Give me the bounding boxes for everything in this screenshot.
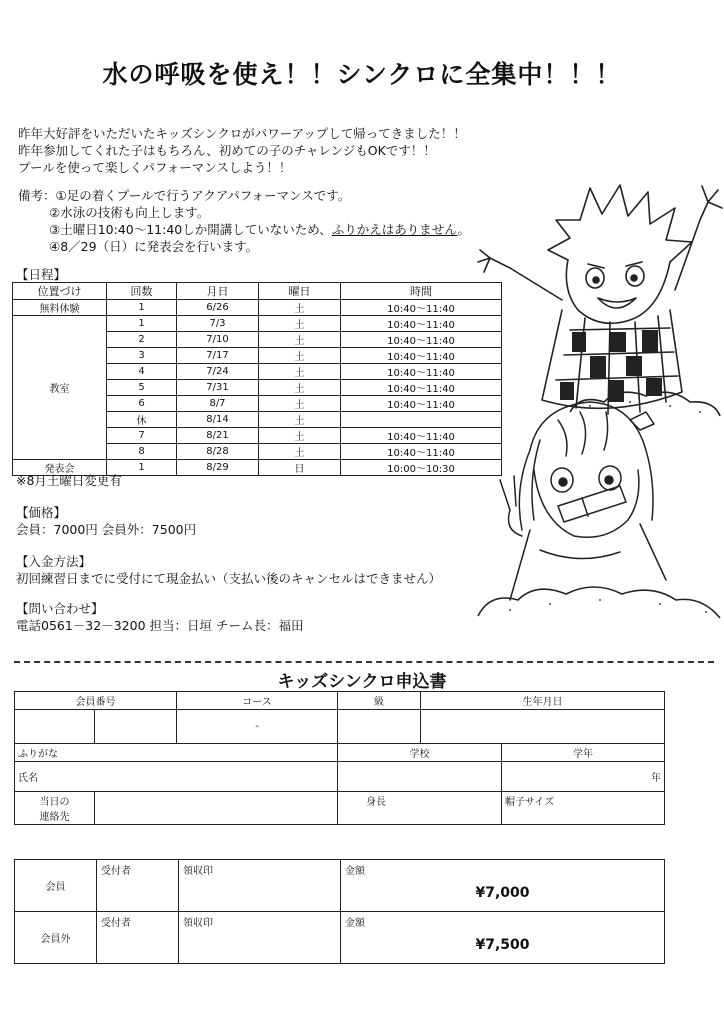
cell-count: 3 [107, 348, 177, 364]
cell-day: 日 [259, 460, 341, 476]
cell-count: 1 [107, 300, 177, 316]
cell-date: 7/31 [177, 380, 259, 396]
cell-time: 10:40～11:40 [341, 380, 502, 396]
school-label: 学校 [338, 744, 502, 762]
day-contact-label [15, 792, 95, 825]
amount-value: ¥7,000 [475, 885, 530, 901]
col-header: 月日 [177, 283, 259, 300]
cell-count: 4 [107, 364, 177, 380]
note-4: ④8／29（日）に発表会を行います。 [49, 239, 259, 254]
name-label: 氏名 [15, 762, 338, 792]
fee-type: 会員外 [15, 912, 97, 964]
schedule-heading: 【日程】 [16, 267, 67, 282]
payment-text: 初回練習日までに受付にて現金払い（支払い後のキャンセルはできません） [16, 571, 442, 586]
schedule-note: ※8月土曜日変更有 [16, 473, 122, 488]
member-number-field-2[interactable] [95, 710, 177, 744]
member-number-field-1[interactable] [15, 710, 95, 744]
intro-text [18, 125, 466, 176]
cell-day: 土 [259, 348, 341, 364]
table-row [15, 860, 665, 912]
year-suffix: 年 [502, 762, 665, 792]
cell-time: 10:40～11:40 [341, 396, 502, 412]
cell-day: 土 [259, 380, 341, 396]
amount-value: ¥7,500 [475, 937, 530, 953]
cell-count: 6 [107, 396, 177, 412]
col-header: 曜日 [259, 283, 341, 300]
day-contact-line1: 当日の [39, 797, 70, 808]
receiver-label: 受付者 [97, 912, 179, 964]
cell-time: 10:40～11:40 [341, 364, 502, 380]
price-text: 会員：7000円 会員外：7500円 [16, 522, 197, 537]
cell-date: 7/24 [177, 364, 259, 380]
payment-heading: 【入金方法】 [16, 554, 92, 569]
school-year-label: 学年 [502, 744, 665, 762]
table-row [13, 316, 502, 332]
cell-date: 7/3 [177, 316, 259, 332]
cell-time: 10:40～11:40 [341, 332, 502, 348]
table-header-row [13, 283, 502, 300]
grade-label: 級 [338, 692, 421, 710]
col-header: 回数 [107, 283, 177, 300]
cell-time: 10:40～11:40 [341, 300, 502, 316]
cell-date: 8/29 [177, 460, 259, 476]
fee-type: 会員 [15, 860, 97, 912]
school-field[interactable] [338, 762, 502, 792]
cell-date: 8/14 [177, 412, 259, 428]
birthday-label: 生年月日 [421, 692, 665, 710]
cell-count: 休 [107, 412, 177, 428]
furigana-label: ふりがな [15, 744, 338, 762]
intro-line: プールを使って楽しくパフォーマンスしよう！！ [18, 160, 292, 175]
birthday-field[interactable] [421, 710, 665, 744]
kids-illustration [470, 180, 724, 640]
cell-day: 土 [259, 364, 341, 380]
cell-day: 土 [259, 316, 341, 332]
notes [18, 187, 470, 255]
amount-label: 金額 [345, 918, 365, 929]
cell-date: 8/28 [177, 444, 259, 460]
cell-date: 7/17 [177, 348, 259, 364]
cell-count: 2 [107, 332, 177, 348]
note-3-emphasis: ふりかえはありません [331, 222, 458, 237]
receipt-stamp-label: 領収印 [179, 860, 341, 912]
cell-date: 8/7 [177, 396, 259, 412]
cell-time: 10:40～11:40 [341, 428, 502, 444]
payment-section [16, 553, 441, 587]
cell-date: 7/10 [177, 332, 259, 348]
cell-count: 5 [107, 380, 177, 396]
contact-heading: 【問い合わせ】 [16, 601, 104, 616]
row-label-class: 教室 [13, 316, 107, 460]
note-3-end: 。 [457, 222, 471, 237]
page-title: 水の呼吸を使え！！シンクロに全集中！！！ [102, 60, 622, 89]
amount-cell [341, 912, 665, 964]
note-3: ③土曜日10:40～11:40しか開講していないため、 [49, 222, 332, 237]
day-contact-field[interactable] [95, 792, 338, 825]
cell-count: 1 [107, 460, 177, 476]
cell-date: 8/21 [177, 428, 259, 444]
cell-count: 7 [107, 428, 177, 444]
price-section [16, 504, 196, 538]
form-title: キッズシンクロ申込書 [277, 672, 447, 692]
amount-label: 金額 [345, 866, 365, 877]
notes-label: 備考： [18, 188, 56, 203]
intro-line: 昨年参加してくれた子はもちろん、初めての子のチャレンジもOKです！！ [18, 143, 436, 158]
row-label-recital: 発表会 [13, 460, 107, 476]
price-heading: 【価格】 [16, 505, 67, 520]
table-row [13, 300, 502, 316]
course-label: コース [177, 692, 338, 710]
cell-time: 10:40～11:40 [341, 348, 502, 364]
table-row [15, 912, 665, 964]
col-header: 時間 [341, 283, 502, 300]
row-label-trial: 無料体験 [13, 300, 107, 316]
grade-field[interactable] [338, 710, 421, 744]
cell-count: 1 [107, 316, 177, 332]
receiver-label: 受付者 [97, 860, 179, 912]
intro-line: 昨年大好評をいただいたキッズシンクロがパワーアップして帰ってきました！！ [18, 126, 466, 141]
application-form [14, 691, 665, 825]
day-contact-line2: 連絡先 [39, 812, 70, 823]
cell-date: 6/26 [177, 300, 259, 316]
cell-count: 8 [107, 444, 177, 460]
cell-day: 土 [259, 332, 341, 348]
cell-day: 土 [259, 396, 341, 412]
height-label: 身長 [338, 792, 502, 825]
cell-time: 10:00～10:30 [341, 460, 502, 476]
receipt-stamp-label: 領収印 [179, 912, 341, 964]
member-number-label: 会員番号 [15, 692, 177, 710]
cut-line [14, 661, 714, 663]
cell-day: 土 [259, 412, 341, 428]
note-1: ①足の着くプールで行うアクアパフォーマンスです。 [55, 188, 351, 203]
col-header: 位置づけ [13, 283, 107, 300]
cell-time: 10:40～11:40 [341, 316, 502, 332]
amount-cell [341, 860, 665, 912]
cell-day: 土 [259, 428, 341, 444]
contact-text: 電話0561－32－3200 担当：日垣 チーム長：福田 [16, 618, 304, 633]
contact-section [16, 600, 303, 634]
cell-day: 土 [259, 444, 341, 460]
cap-size-label: 帽子サイズ [502, 792, 665, 825]
fee-table [14, 859, 665, 964]
cell-time: 10:40～11:40 [341, 444, 502, 460]
course-field[interactable]: - [177, 710, 338, 744]
note-2: ②水泳の技術も向上します。 [49, 205, 210, 220]
schedule-table [12, 282, 502, 476]
cell-day: 土 [259, 300, 341, 316]
